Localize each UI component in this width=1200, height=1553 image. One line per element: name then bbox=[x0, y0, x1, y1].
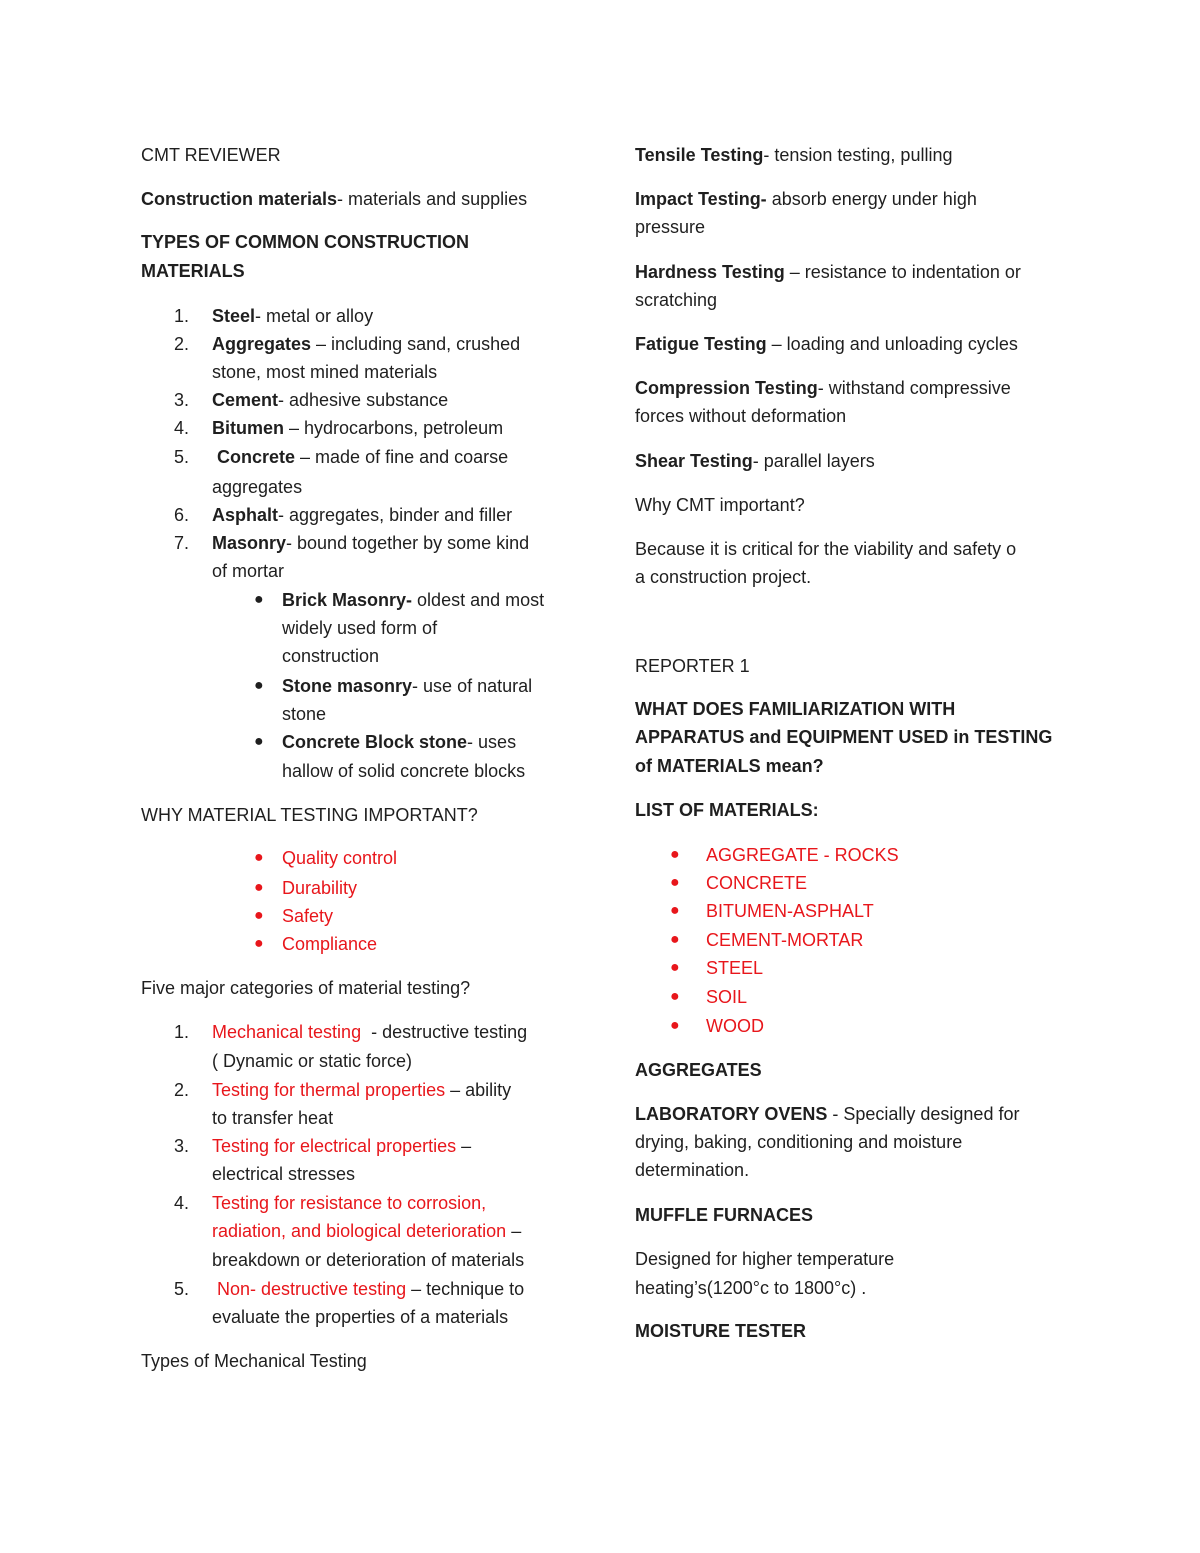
because-line1: Because it is critical for the viability and safety o bbox=[635, 539, 1017, 559]
list-item bbox=[212, 1018, 527, 1046]
term: Concrete bbox=[212, 447, 296, 467]
list-number: 4. bbox=[174, 418, 190, 438]
list-item bbox=[212, 1217, 521, 1245]
term: Fatigue Testing bbox=[635, 334, 767, 354]
category-desc: – bbox=[456, 1136, 472, 1156]
definition-cont: pressure bbox=[635, 217, 706, 237]
category-name: Testing for thermal properties bbox=[212, 1080, 446, 1100]
bullet-icon: ● bbox=[670, 959, 680, 976]
term: Hardness Testing bbox=[635, 262, 785, 282]
category-name: Testing for resistance to corrosion, bbox=[212, 1193, 487, 1213]
list-number: 3. bbox=[174, 1136, 190, 1156]
term: Steel bbox=[212, 306, 256, 326]
term: Impact Testing- bbox=[635, 189, 767, 209]
page-title: CMT REVIEWER bbox=[141, 145, 281, 165]
definition-cont: stone, most mined materials bbox=[212, 362, 438, 382]
list-number: 3. bbox=[174, 390, 190, 410]
definition: - parallel layers bbox=[752, 451, 875, 471]
question-line3: of MATERIALS mean? bbox=[635, 756, 824, 776]
term: Shear Testing bbox=[635, 451, 753, 471]
bullet-icon: ● bbox=[254, 733, 264, 750]
definition: - uses bbox=[467, 732, 517, 752]
five-categories-heading: Five major categories of material testing? bbox=[141, 978, 471, 998]
term: Brick Masonry- bbox=[282, 590, 413, 610]
types-mechanical-heading: Types of Mechanical Testing bbox=[141, 1351, 367, 1371]
definition: – made of fine and coarse bbox=[295, 447, 509, 467]
definition: - aggregates, binder and filler bbox=[278, 505, 513, 525]
test-item bbox=[635, 447, 875, 475]
reporter-label: REPORTER 1 bbox=[635, 656, 750, 676]
list-item: CEMENT-MORTAR bbox=[706, 930, 864, 950]
definition: - tension testing, pulling bbox=[763, 145, 953, 165]
types-heading-line2: MATERIALS bbox=[141, 261, 245, 281]
definition-cont: of mortar bbox=[212, 561, 285, 581]
muffle-heading: MUFFLE FURNACES bbox=[635, 1205, 813, 1225]
types-heading-line1: TYPES OF COMMON CONSTRUCTION bbox=[141, 232, 469, 252]
term: Compression Testing bbox=[635, 378, 818, 398]
because-line2: a construction project. bbox=[635, 567, 812, 587]
category-name: Non- destructive testing bbox=[212, 1279, 407, 1299]
bullet-icon: ● bbox=[254, 935, 264, 952]
list-item: Compliance bbox=[282, 934, 378, 954]
definition: - withstand compressive bbox=[817, 378, 1011, 398]
definition: – resistance to indentation or bbox=[784, 262, 1021, 282]
list-item bbox=[212, 1275, 524, 1303]
test-item bbox=[635, 330, 1018, 358]
bullet-icon: ● bbox=[670, 902, 680, 919]
muffle-line2: heating’s(1200°c to 1800°c) . bbox=[635, 1278, 867, 1298]
list-item: WOOD bbox=[706, 1016, 764, 1036]
list-number: 1. bbox=[174, 306, 190, 326]
category-desc: breakdown or deterioration of materials bbox=[212, 1250, 525, 1270]
bullet-icon: ● bbox=[670, 1017, 680, 1034]
category-desc: to transfer heat bbox=[212, 1108, 334, 1128]
bullet-icon: ● bbox=[670, 846, 680, 863]
list-number: 5. bbox=[174, 447, 190, 467]
bullet-icon: ● bbox=[670, 988, 680, 1005]
why-cmt-heading: Why CMT important? bbox=[635, 495, 805, 515]
test-item bbox=[635, 374, 1011, 402]
bullet-icon: ● bbox=[670, 874, 680, 891]
list-item: CONCRETE bbox=[706, 873, 808, 893]
definition: oldest and most bbox=[412, 590, 545, 610]
question-line1: WHAT DOES FAMILIARIZATION WITH bbox=[635, 699, 956, 719]
category-desc: electrical stresses bbox=[212, 1164, 356, 1184]
definition-cont: stone bbox=[282, 704, 327, 724]
list-item: Safety bbox=[282, 906, 334, 926]
bullet-icon: ● bbox=[254, 879, 264, 896]
list-materials-heading: LIST OF MATERIALS: bbox=[635, 800, 819, 820]
definition-cont: widely used form of bbox=[282, 618, 438, 638]
definition: - Specially designed for bbox=[827, 1104, 1020, 1124]
list-number: 6. bbox=[174, 505, 190, 525]
bullet-icon: ● bbox=[254, 907, 264, 924]
list-item: AGGREGATE - ROCKS bbox=[706, 845, 899, 865]
definition: absorb energy under high bbox=[766, 189, 977, 209]
category-desc: - destructive testing bbox=[366, 1022, 528, 1042]
list-number: 5. bbox=[174, 1279, 190, 1299]
definition: - bound together by some kind bbox=[286, 533, 530, 553]
list-number: 1. bbox=[174, 1022, 190, 1042]
definition-cont: construction bbox=[282, 646, 380, 666]
definition-cont: scratching bbox=[635, 290, 718, 310]
aggregates-heading: AGGREGATES bbox=[635, 1060, 762, 1080]
term: Masonry bbox=[212, 533, 287, 553]
category-name: Testing for electrical properties bbox=[212, 1136, 457, 1156]
definition-cont: forces without deformation bbox=[635, 406, 847, 426]
question-line2: APPARATUS and EQUIPMENT USED in TESTING bbox=[635, 727, 1053, 747]
definition: – loading and unloading cycles bbox=[766, 334, 1018, 354]
term: Construction materials bbox=[141, 189, 338, 209]
term: Asphalt bbox=[212, 505, 279, 525]
lab-ovens-line2: drying, baking, conditioning and moisture bbox=[635, 1132, 963, 1152]
list-item: Durability bbox=[282, 878, 358, 898]
lab-ovens-line1 bbox=[635, 1100, 1019, 1128]
term: LABORATORY OVENS bbox=[635, 1104, 828, 1124]
category-desc: – bbox=[506, 1221, 522, 1241]
category-desc: evaluate the properties of a materials bbox=[212, 1307, 509, 1327]
construction-materials-line bbox=[141, 185, 527, 213]
category-name: radiation, and biological deterioration bbox=[212, 1221, 507, 1241]
bullet-icon: ● bbox=[254, 677, 264, 694]
definition: - use of natural bbox=[412, 676, 533, 696]
bullet-icon: ● bbox=[254, 849, 264, 866]
bullet-icon: ● bbox=[670, 931, 680, 948]
list-number: 4. bbox=[174, 1193, 190, 1213]
moisture-heading: MOISTURE TESTER bbox=[635, 1321, 807, 1341]
term: Bitumen bbox=[212, 418, 284, 438]
list-number: 7. bbox=[174, 533, 190, 553]
test-item bbox=[635, 185, 977, 213]
definition: - adhesive substance bbox=[278, 390, 449, 410]
term: Stone masonry bbox=[282, 676, 413, 696]
list-item bbox=[212, 1132, 471, 1160]
list-item: SOIL bbox=[706, 987, 748, 1007]
lab-ovens-line3: determination. bbox=[635, 1160, 750, 1180]
list-number: 2. bbox=[174, 1080, 190, 1100]
test-item bbox=[635, 258, 1021, 286]
category-desc: – technique to bbox=[406, 1279, 525, 1299]
definition-cont: aggregates bbox=[212, 477, 303, 497]
category-desc: ( Dynamic or static force) bbox=[212, 1051, 413, 1071]
muffle-line1: Designed for higher temperature bbox=[635, 1249, 895, 1269]
list-item: BITUMEN-ASPHALT bbox=[706, 901, 874, 921]
category-name: Mechanical testing bbox=[212, 1022, 367, 1042]
definition: – hydrocarbons, petroleum bbox=[284, 418, 504, 438]
bullet-icon: ● bbox=[254, 591, 264, 608]
definition: – including sand, crushed bbox=[311, 334, 521, 354]
list-item: Quality control bbox=[282, 848, 398, 868]
term: Cement bbox=[212, 390, 279, 410]
term: Tensile Testing bbox=[635, 145, 764, 165]
definition: - metal or alloy bbox=[255, 306, 374, 326]
definition: - materials and supplies bbox=[337, 189, 528, 209]
list-item bbox=[212, 1076, 511, 1104]
list-item: STEEL bbox=[706, 958, 764, 978]
definition-cont: hallow of solid concrete blocks bbox=[282, 761, 526, 781]
list-number: 2. bbox=[174, 334, 190, 354]
test-item bbox=[635, 141, 952, 169]
category-desc: – ability bbox=[445, 1080, 512, 1100]
why-testing-heading: WHY MATERIAL TESTING IMPORTANT? bbox=[141, 805, 478, 825]
term: Aggregates bbox=[212, 334, 312, 354]
term: Concrete Block stone bbox=[282, 732, 468, 752]
